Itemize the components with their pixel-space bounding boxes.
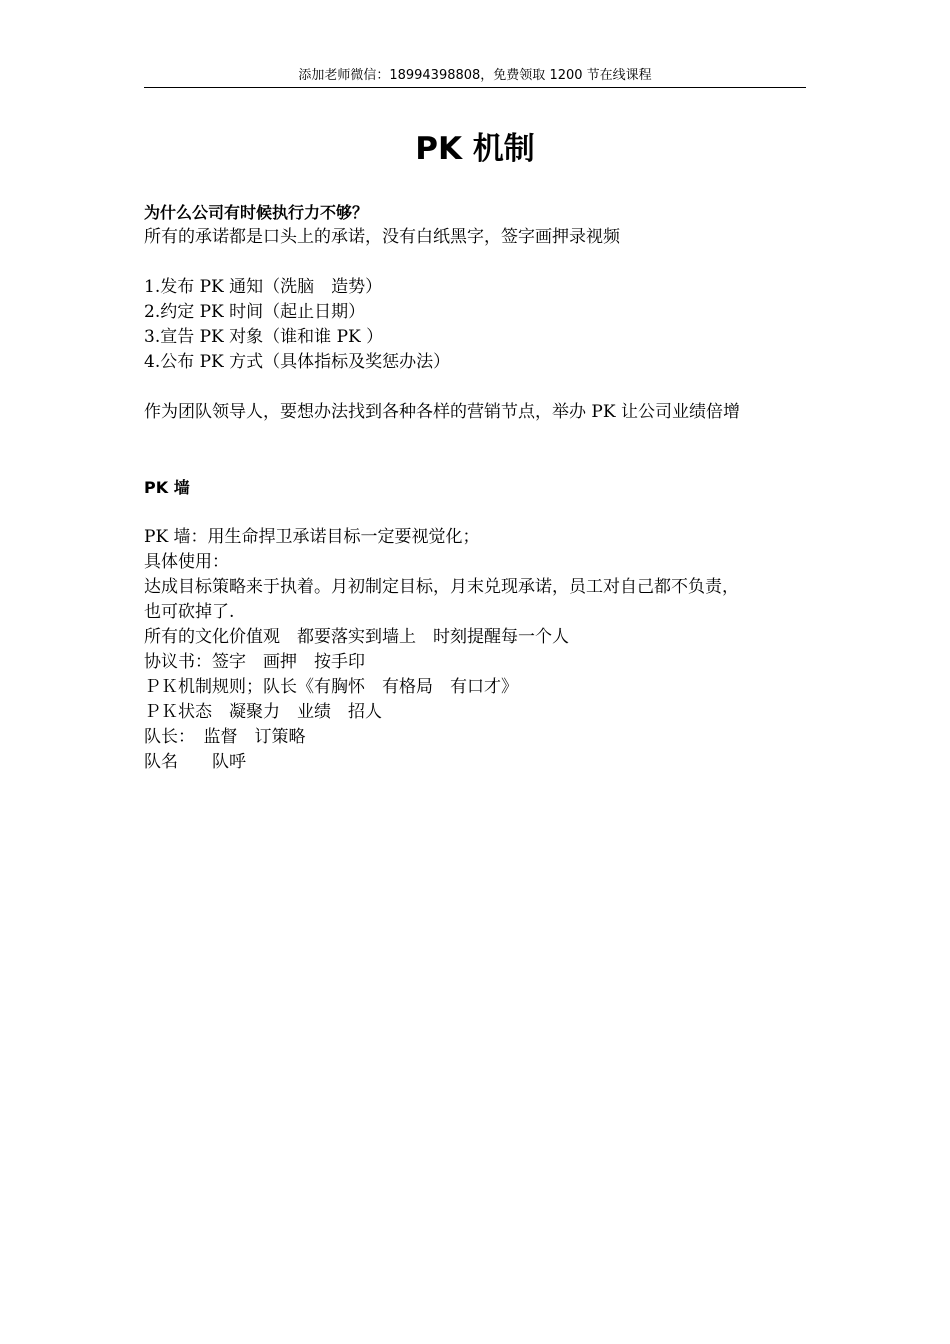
- spacer: [144, 250, 824, 275]
- body-line: 所有的文化价值观 都要落实到墙上 时刻提醒每一个人: [144, 627, 569, 647]
- document-title: PK 机制: [415, 131, 535, 167]
- page-header: 添加老师微信：18994398808，免费领取 1200 节在线课程: [298, 68, 652, 83]
- body-line: 队长： 监督 订策略: [144, 727, 306, 747]
- section-heading-pk-wall: PK 墙: [144, 478, 190, 497]
- intro-paragraph: 所有的承诺都是口头上的承诺，没有白纸黑字，签字画押录视频: [144, 227, 620, 247]
- spacer: [144, 375, 824, 400]
- body-line: 具体使用：: [144, 552, 229, 572]
- body-line: 队名 队呼: [144, 752, 246, 772]
- conclusion-paragraph: 作为团队领导人，要想办法找到各种各样的营销节点，举办 PK 让公司业绩倍增: [144, 402, 740, 422]
- document-body: [144, 200, 824, 775]
- step-item: 2.约定 PK 时间（起止日期）: [144, 302, 366, 322]
- body-line: 达成目标策略来于执着。月初制定目标，月末兑现承诺，员工对自己都不负责，: [144, 577, 739, 597]
- body-line: ＰＫ状态 凝聚力 业绩 招人: [144, 702, 382, 722]
- body-line: 协议书：签字 画押 按手印: [144, 652, 365, 672]
- step-item: 1.发布 PK 通知（洗脑 造势）: [144, 277, 383, 297]
- spacer: [144, 425, 824, 475]
- spacer: [144, 500, 824, 525]
- header-divider: [144, 87, 806, 88]
- body-line: ＰＫ机制规则；队长《有胸怀 有格局 有口才》: [144, 677, 518, 697]
- body-line: 也可砍掉了.: [144, 602, 235, 622]
- step-item: 3.宣告 PK 对象（谁和谁 PK ）: [144, 327, 384, 347]
- body-line: PK 墙：用生命捍卫承诺目标一定要视觉化；: [144, 527, 480, 547]
- step-item: 4.公布 PK 方式（具体指标及奖惩办法）: [144, 352, 451, 372]
- section-heading-execution: 为什么公司有时候执行力不够？: [144, 203, 369, 222]
